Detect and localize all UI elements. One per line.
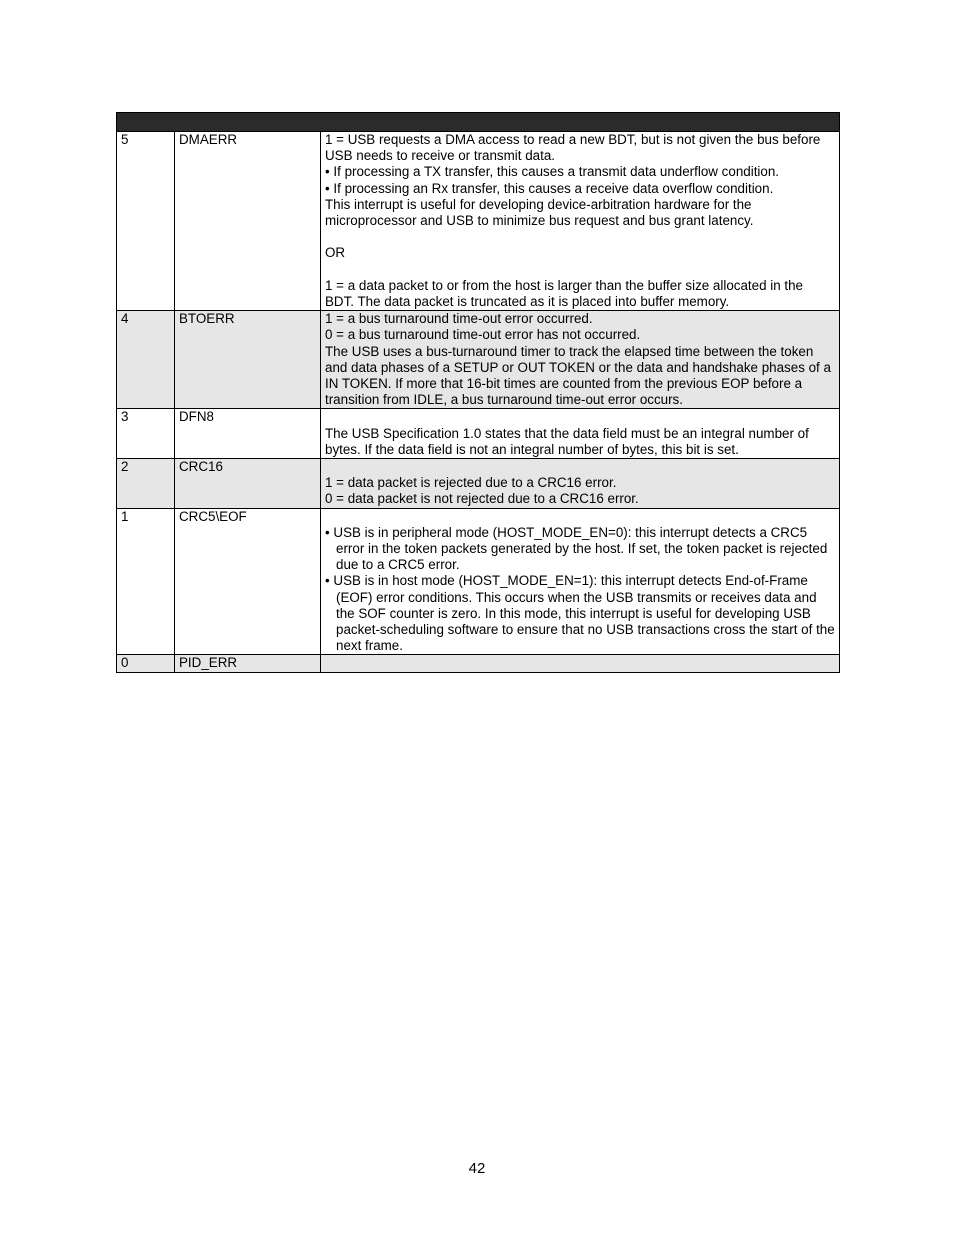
description-bullet: • USB is in host mode (HOST_MODE_EN=1): this interrupt detects End-of-Frame (EOF) error conditions. This occurs when the USB transmits or receives data and the SOF counter is zero. In this mode, this interrupt is useful for developing USB packet-scheduling software to ensure that no USB transactions cross the start of the next frame. bbox=[325, 573, 835, 654]
description-spacer bbox=[325, 262, 835, 278]
table-header-bar bbox=[117, 113, 840, 132]
description-cell bbox=[321, 655, 840, 673]
description-cell bbox=[321, 409, 840, 459]
field-name-cell: CRC16 bbox=[175, 459, 321, 509]
field-name-cell: PID_ERR bbox=[175, 655, 321, 673]
page-number: 42 bbox=[468, 1160, 486, 1177]
description-text: OR bbox=[325, 245, 346, 261]
bit-number-cell: 0 bbox=[117, 655, 175, 673]
field-name-cell: CRC5\EOF bbox=[175, 508, 321, 655]
description-text: 1 = USB requests a DMA access to read a new BDT, but is not given the bus before USB needs to receive or transmit data. bbox=[325, 132, 821, 164]
bit-number-cell: 4 bbox=[117, 311, 175, 409]
description-spacer bbox=[325, 459, 835, 475]
description-spacer bbox=[325, 409, 835, 425]
register-table-container bbox=[116, 112, 839, 673]
field-name-cell: BTOERR bbox=[175, 311, 321, 409]
description-cell bbox=[321, 132, 840, 311]
description-cell bbox=[321, 311, 840, 409]
bit-number-cell: 3 bbox=[117, 409, 175, 459]
description-spacer bbox=[325, 509, 835, 525]
description-spacer bbox=[325, 229, 835, 245]
field-name-cell: DMAERR bbox=[175, 132, 321, 311]
field-name-cell: DFN8 bbox=[175, 409, 321, 459]
table-row bbox=[117, 508, 840, 655]
register-bit-table bbox=[116, 112, 840, 673]
description-text: • If processing a TX transfer, this causes a transmit data underflow condition. bbox=[325, 164, 779, 180]
description-cell bbox=[321, 459, 840, 509]
description-cell bbox=[321, 508, 840, 655]
description-text: 0 = data packet is not rejected due to a CRC16 error. bbox=[325, 491, 639, 507]
description-text: 0 = a bus turnaround time-out error has not occurred. bbox=[325, 327, 641, 343]
table-body bbox=[117, 113, 840, 673]
description-bullet: • USB is in peripheral mode (HOST_MODE_EN=0): this interrupt detects a CRC5 error in the token packets generated by the host. If set, the token packet is rejected due to a CRC5 error. bbox=[325, 524, 828, 573]
bit-number-cell: 1 bbox=[117, 508, 175, 655]
bit-number-cell: 2 bbox=[117, 459, 175, 509]
description-text: 1 = a data packet to or from the host is larger than the buffer size allocated in the BDT. The data packet is truncated as it is placed into buffer memory. bbox=[325, 277, 804, 309]
table-row bbox=[117, 311, 840, 409]
description-text: 1 = data packet is rejected due to a CRC16 error. bbox=[325, 475, 617, 491]
description-text: • If processing an Rx transfer, this causes a receive data overflow condition. bbox=[325, 180, 774, 196]
header-bar-cell bbox=[117, 113, 840, 132]
description-text: The USB uses a bus-turnaround timer to track the elapsed time between the token and data phases of a SETUP or OUT TOKEN or the data and handshake phases of a IN TOKEN. If more that 16-bit times are counted from the previous EOP before a transition from IDLE, a bus turnaround time-out error occurs. bbox=[325, 343, 831, 408]
table-row bbox=[117, 409, 840, 459]
bit-number-cell: 5 bbox=[117, 132, 175, 311]
description-text: 1 = a bus turnaround time-out error occurred. bbox=[325, 311, 593, 327]
description-text: The USB Specification 1.0 states that the data field must be an integral number of bytes. If the data field is not an integral number of bytes, this bit is set. bbox=[325, 425, 809, 457]
description-text: This interrupt is useful for developing device-arbitration hardware for the microprocessor and USB to minimize bus request and bus grant latency. bbox=[325, 196, 754, 229]
table-row bbox=[117, 655, 840, 673]
table-row bbox=[117, 459, 840, 509]
table-row bbox=[117, 132, 840, 311]
